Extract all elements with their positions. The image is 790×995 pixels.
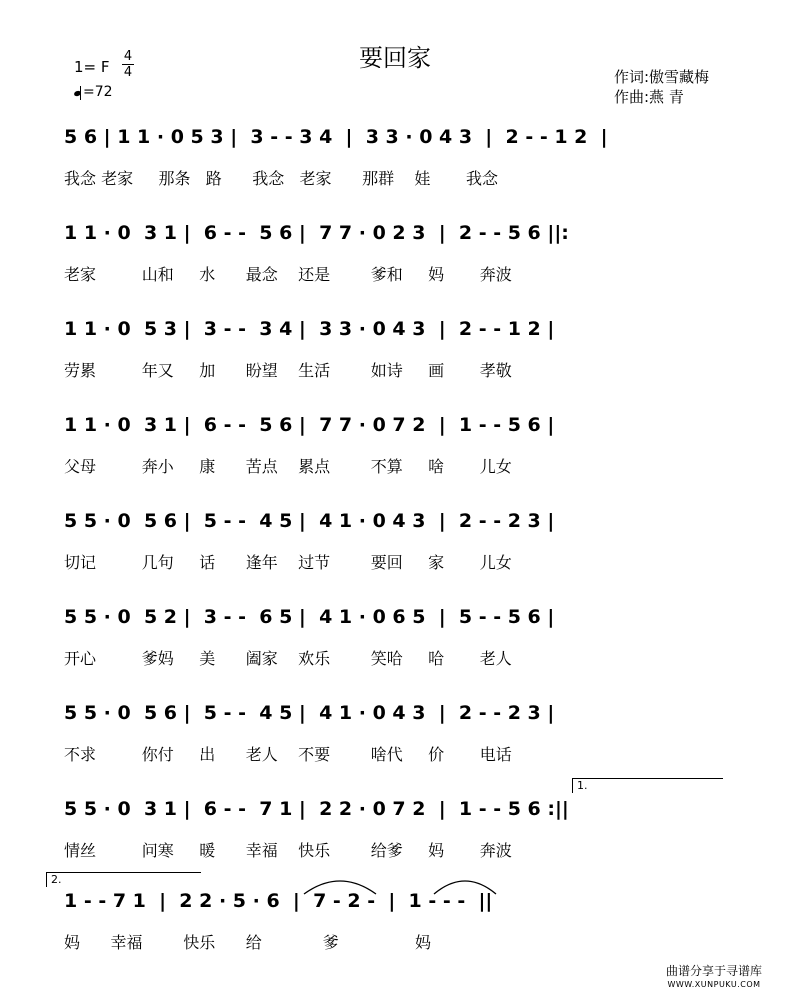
footer-line-2: WWW.XUNPUKU.COM [667,980,761,989]
volta-2-label: 2. [51,873,62,886]
time-signature-bottom: 4 [123,65,133,80]
footer-line-1: 曲谱分享于寻谱库 [665,964,762,978]
notation-row-3: 1 1 · 0 5 3 | 3 - - 3 4 | 3 3 · 0 4 3 | 2 - - 1 2 | [64,318,555,340]
lyrics-row-4: 父母 奔小 康 苦点 累点 不算 啥 儿女 [64,457,512,476]
lyrics-row-1: 我念 老家 那条 路 我念 老家 那群 娃 我念 [64,169,499,188]
volta-bracket-2 [46,872,201,887]
tempo-marking [74,84,113,100]
lyrics-row-5: 切记 几句 话 逢年 过节 要回 家 儿女 [64,553,512,572]
notation-row-1: 5 6 | 1 1 · 0 5 3 | 3 - - 3 4 | 3 3 · 0 4 3 | 2 - - 1 2 | [64,126,608,148]
volta-1-label: 1. [577,779,588,792]
slur-tie [300,872,380,896]
notation-row-6: 5 5 · 0 5 2 | 3 - - 6 5 | 4 1 · 0 6 5 | 5 - - 5 6 | [64,606,555,628]
notation-row-7: 5 5 · 0 5 6 | 5 - - 4 5 | 4 1 · 0 4 3 | 2 - - 2 3 | [64,702,555,724]
footer-watermark [666,965,762,991]
lyrics-row-8: 情丝 问寒 暖 幸福 快乐 给爹 妈 奔波 [64,841,512,860]
notation-row-8: 5 5 · 0 3 1 | 6 - - 7 1 | 2 2 · 0 7 2 | 1 - - 5 6 :|| [64,798,569,820]
lyrics-row-3: 劳累 年又 加 盼望 生活 如诗 画 孝敬 [64,361,512,380]
notation-row-4: 1 1 · 0 3 1 | 6 - - 5 6 | 7 7 · 0 7 2 | 1 - - 5 6 | [64,414,555,436]
time-signature-top: 4 [123,49,133,64]
time-signature [122,50,134,79]
notation-row-5: 5 5 · 0 5 6 | 5 - - 4 5 | 4 1 · 0 4 3 | 2 - - 2 3 | [64,510,555,532]
slur-tie [430,872,500,896]
key-signature: 1= F [74,58,110,76]
lyricist-credit: 作词:傲雪藏梅 [614,68,710,86]
lyrics-row-2: 老家 山和 水 最念 还是 爹和 妈 奔波 [64,265,512,284]
composer-credit: 作曲:燕 青 [614,88,684,106]
notation-row-2: 1 1 · 0 3 1 | 6 - - 5 6 | 7 7 · 0 2 3 | 2 - - 5 6 ||: [64,222,569,244]
lyrics-row-9: 妈 幸福 快乐 给 爹 妈 [64,933,432,952]
lyrics-row-6: 开心 爹妈 美 阖家 欢乐 笑哈 哈 老人 [64,649,512,668]
notation-row-9: 1 - - 7 1 | 2 2 · 5 · 6 | 7 - 2 - | 1 - - - || [64,890,493,912]
song-title: 要回家 [359,44,431,72]
volta-bracket-1 [572,778,723,793]
lyrics-row-7: 不求 你付 出 老人 不要 啥代 价 电话 [64,745,512,764]
tempo-value: =72 [83,84,113,100]
